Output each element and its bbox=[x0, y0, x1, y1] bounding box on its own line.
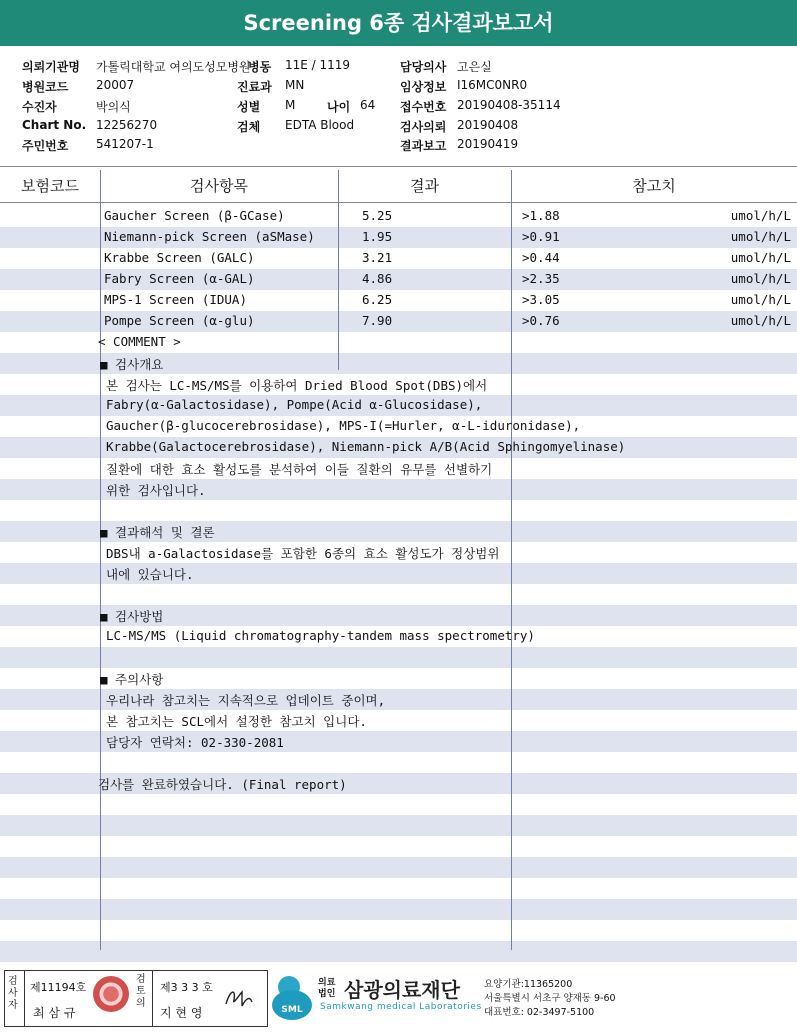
footer bbox=[0, 966, 797, 1035]
divider bbox=[24, 970, 25, 1027]
report-date-label: 결과보고 bbox=[400, 139, 447, 153]
receipt-label: 접수번호 bbox=[400, 100, 447, 114]
col-ref-header: 참고치 bbox=[632, 177, 676, 195]
result-value: 4.86 bbox=[362, 271, 393, 286]
row-stripe bbox=[0, 899, 797, 920]
org-kind: 의료법인 bbox=[318, 978, 336, 999]
institution-label: 의뢰기관명 bbox=[22, 60, 80, 74]
org-name: 삼광의료재단 bbox=[344, 978, 460, 1002]
tester-label: 검사자 bbox=[8, 976, 18, 1011]
unit-value: umol/h/L bbox=[730, 271, 791, 286]
unit-value: umol/h/L bbox=[730, 313, 791, 328]
col-item-header: 검사항목 bbox=[190, 177, 248, 195]
institution-code: 요양기관:11365200 bbox=[484, 979, 573, 990]
comment-line: DBS내 a-Galactosidase를 포함한 6종의 효소 활성도가 정상범위 bbox=[106, 546, 500, 561]
section-conclusion-heading: ■ 결과해석 및 결론 bbox=[100, 525, 215, 540]
reviewer-license: 제3 3 3 호 bbox=[160, 981, 213, 994]
result-value: 1.95 bbox=[362, 229, 393, 244]
receipt-value: 20190408-35114 bbox=[457, 98, 561, 112]
comment-line: 우리나라 참고치는 지속적으로 업데이트 중이며, bbox=[106, 693, 386, 708]
comment-line: Krabbe(Galactocerebrosidase), Niemann-pick A/B(Acid Sphingomyelinase) bbox=[106, 439, 626, 454]
org-english-name: Samkwang medical Laboratories bbox=[320, 1002, 482, 1012]
item-name: Gaucher Screen (β-GCase) bbox=[104, 208, 285, 223]
ward-label: 병동 bbox=[248, 60, 272, 74]
result-value: 7.90 bbox=[362, 313, 393, 328]
dept-label: 진료과 bbox=[237, 80, 272, 94]
comment-line: LC-MS/MS (Liquid chromatography-tandem mass spectrometry) bbox=[106, 628, 535, 643]
row-stripe bbox=[0, 815, 797, 836]
signature-icon bbox=[222, 984, 256, 1010]
ref-value: >1.88 bbox=[522, 208, 560, 223]
item-name: Krabbe Screen (GALC) bbox=[104, 250, 255, 265]
section-overview-heading: ■ 검사개요 bbox=[100, 357, 164, 372]
unit-value: umol/h/L bbox=[730, 250, 791, 265]
ward-value: 11E / 1119 bbox=[285, 58, 351, 72]
section-caution-heading: ■ 주의사항 bbox=[100, 672, 164, 687]
divider bbox=[152, 970, 153, 1027]
specimen-value: EDTA Blood bbox=[285, 118, 355, 132]
clinical-label: 임상정보 bbox=[400, 80, 447, 94]
comment-title: < COMMENT > bbox=[98, 334, 181, 349]
patient-label: 수진자 bbox=[22, 100, 57, 114]
reviewer-name: 지 현 영 bbox=[160, 1006, 203, 1020]
hospital-code-value: 20007 bbox=[96, 78, 135, 92]
result-value: 5.25 bbox=[362, 208, 393, 223]
institution-value: 가톨릭대학교 여의도성모병원 bbox=[96, 60, 251, 74]
comment-line: 담당자 연락처: 02-330-2081 bbox=[106, 735, 284, 750]
comment-line: 질환에 대한 효소 활성도를 분석하여 이들 질환의 유무를 선별하기 bbox=[106, 462, 493, 477]
comment-line: Fabry(α-Galactosidase), Pompe(Acid α-Glucosidase), bbox=[106, 397, 483, 412]
col-result-header: 결과 bbox=[410, 177, 439, 195]
ref-value: >0.44 bbox=[522, 250, 560, 265]
clinical-value: I16MC0NR0 bbox=[457, 78, 528, 92]
row-stripe bbox=[0, 857, 797, 878]
col-code-header: 보험코드 bbox=[21, 177, 79, 195]
ref-value: >0.91 bbox=[522, 229, 560, 244]
result-value: 6.25 bbox=[362, 292, 393, 307]
ref-value: >3.05 bbox=[522, 292, 560, 307]
patient-value: 박의식 bbox=[96, 100, 131, 114]
comment-line: Gaucher(β-glucocerebrosidase), MPS-I(=Hurler, α-L-iduronidase), bbox=[106, 418, 581, 433]
specimen-label: 검체 bbox=[237, 120, 261, 134]
id-label: 주민번호 bbox=[22, 139, 69, 153]
reviewer-label: 검토의 bbox=[136, 974, 146, 1009]
unit-value: umol/h/L bbox=[730, 208, 791, 223]
org-address: 서울특별시 서초구 양재동 9-60 bbox=[484, 993, 616, 1004]
tester-name: 최 삼 규 bbox=[33, 1006, 76, 1020]
row-stripe bbox=[0, 647, 797, 668]
ref-value: >0.76 bbox=[522, 313, 560, 328]
age-label: 나이 bbox=[327, 100, 351, 114]
item-name: Fabry Screen (α-GAL) bbox=[104, 271, 255, 286]
id-value: 541207-1 bbox=[96, 137, 154, 151]
comment-line: 본 참고치는 SCL에서 설정한 참고치 입니다. bbox=[106, 714, 367, 729]
org-phone: 대표번호: 02-3497-5100 bbox=[484, 1007, 595, 1018]
report-date-value: 20190419 bbox=[457, 137, 519, 151]
request-label: 검사의뢰 bbox=[400, 120, 447, 134]
table-top-border bbox=[0, 166, 797, 167]
unit-value: umol/h/L bbox=[730, 229, 791, 244]
column-divider bbox=[100, 170, 101, 950]
table-header-border bbox=[0, 202, 797, 203]
tester-license: 제11194호 bbox=[30, 981, 87, 994]
doctor-label: 담당의사 bbox=[400, 60, 447, 74]
item-name: Pompe Screen (α-glu) bbox=[104, 313, 255, 328]
report-title: Screening 6종 검사결과보고서 bbox=[0, 0, 797, 46]
sex-value: M bbox=[285, 98, 296, 112]
unit-value: umol/h/L bbox=[730, 292, 791, 307]
chart-value: 12256270 bbox=[96, 118, 158, 132]
chart-label: Chart No. bbox=[22, 118, 87, 132]
logo-text: SML bbox=[272, 990, 312, 1020]
age-value: 64 bbox=[360, 98, 376, 112]
item-name: Niemann-pick Screen (aSMase) bbox=[104, 229, 315, 244]
request-value: 20190408 bbox=[457, 118, 519, 132]
dept-value: MN bbox=[285, 78, 305, 92]
hospital-code-label: 병원코드 bbox=[22, 80, 69, 94]
comment-line: 내에 있습니다. bbox=[106, 567, 194, 582]
comment-line: 위한 검사입니다. bbox=[106, 483, 206, 498]
final-report-note: 검사를 완료하였습니다. (Final report) bbox=[98, 777, 347, 792]
item-name: MPS-1 Screen (IDUA) bbox=[104, 292, 247, 307]
doctor-value: 고은실 bbox=[457, 60, 492, 74]
sex-label: 성별 bbox=[237, 100, 261, 114]
sml-logo-icon bbox=[272, 976, 312, 1022]
column-divider bbox=[511, 170, 512, 950]
seal-stamp bbox=[93, 976, 129, 1012]
row-stripe bbox=[0, 941, 797, 962]
section-method-heading: ■ 검사방법 bbox=[100, 609, 164, 624]
result-value: 3.21 bbox=[362, 250, 393, 265]
comment-line: 본 검사는 LC-MS/MS를 이용하여 Dried Blood Spot(DBS)에서 bbox=[106, 378, 488, 393]
ref-value: >2.35 bbox=[522, 271, 560, 286]
column-divider bbox=[338, 170, 339, 370]
